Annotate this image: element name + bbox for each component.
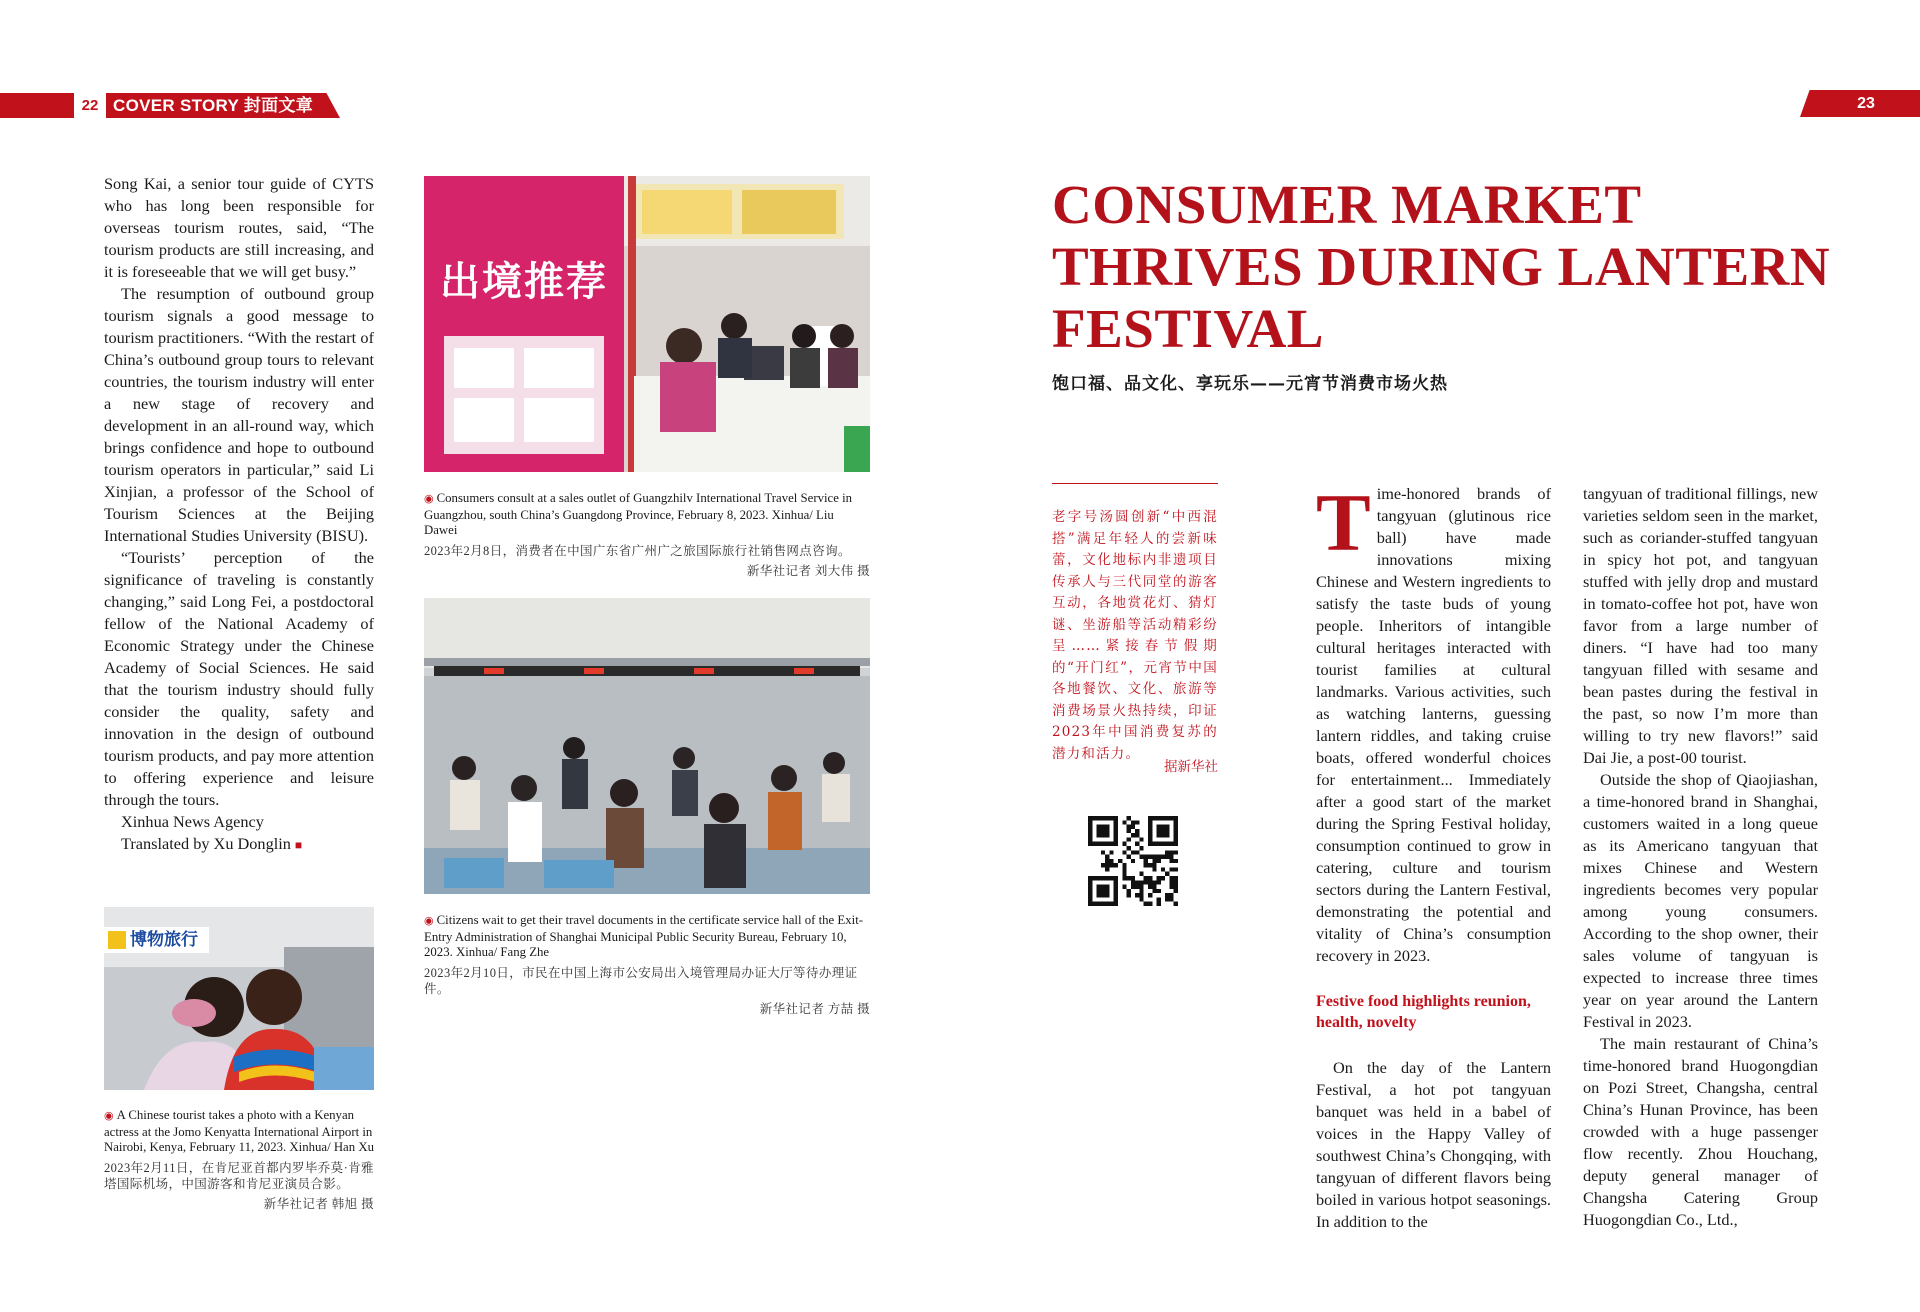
qr-module [1144,880,1148,884]
qr-module [1135,893,1139,897]
qr-module [1127,816,1131,820]
qr-module [1157,897,1161,901]
qr-module [1174,889,1178,893]
photo-nairobi-airport [104,907,374,1090]
poster-text: 出境推荐 [440,259,608,305]
qr-module [1139,846,1143,850]
translator-credit: Translated by Xu Donglin ■ [121,834,303,853]
qr-module [1148,820,1152,824]
qr-module [1139,855,1143,859]
photo-shanghai-service-hall [424,598,870,894]
qr-module [1097,893,1101,897]
qr-module [1122,850,1126,854]
qr-module [1161,867,1165,871]
article-column-1 [1316,477,1551,1233]
qr-module [1165,893,1169,897]
qr-module [1169,885,1173,889]
qr-module [1135,820,1139,824]
qr-module [1097,902,1101,906]
caption-zh: 2023年2月10日，市民在中国上海市公安局出入境管理局办证大厅等待办理证件。 [424,965,858,996]
qr-module [1092,816,1096,820]
qr-module [1101,850,1105,854]
qr-module [1144,876,1148,880]
body-paragraph: “Tourists’ perception of the significance of traveling is constantly changing,” said Long Fei, a postdoctoral fellow of the National Academy of Economic Strategy under the Chinese Academy of Social Sciences. He said that the tourism industry should fully consider the quality, safety and innovation in the design of outbound tourism products, and pay more attention to offering experience and leisure through the tours. [104,548,374,809]
body-paragraph: The main restaurant of China’s time-honored brand Huogongdian on Pozi Street, Changsha, central China’s Hunan Province, has been crowded with a huge passenger flow recently. Zhou Houchang, deputy general manager of Changsha Catering Group Huogongdian Co., Ltd., [1583,1034,1818,1229]
qr-module [1088,885,1092,889]
qr-module [1088,897,1092,901]
qr-module [1135,833,1139,837]
qr-module [1148,829,1152,833]
qr-module [1122,885,1126,889]
article-title: CONSUMER MARKET THRIVES DURING LANTERN FESTIVAL [1052,174,1831,359]
left-text-column [104,173,374,856]
qr-module [1101,863,1105,867]
qr-module [1157,880,1161,884]
qr-module [1127,846,1131,850]
qr-module [1174,837,1178,841]
intro-paragraph: Time-honored brands of tangyuan (glutinous rice ball) have made innovations mixing Chinese and Western ingredients to satisfy the taste buds of young people. Inheritors of intangible cultural heritages interacted with tourist families at cultural landmarks. Various activities, such as watching lanterns, guessing lantern riddles, and taking cruise boats, offered wonderful choices for entertainment... Immediately after a good start of the market during the Spring Festival holiday, consumption continued to grow in catering, culture and tourism sectors during the Lantern Festival, demonstrating the potential and vitality of China’s consumption recovery in 2023. [1316,477,1551,965]
body-paragraph: tangyuan of traditional fillings, new varieties seldom seen in the market, such as coriander-stuffed tangyuan in spicy hot pot, and tangyuan stuffed with jelly drop and mustard in tomato-coffee hot pot, have won favor from a large number of diners. “I have had too many tangyuan filled with sesame and bean pastes during the festival in the past, so now I’m more than willing to try new flavors!” said Dai Jie, a post-00 tourist. [1583,484,1818,767]
qr-module [1148,863,1152,867]
qr-module [1152,842,1156,846]
qr-module [1152,855,1156,859]
qr-module [1105,885,1109,889]
qr-module [1105,855,1109,859]
camera-bullet-icon: ◉ [424,493,434,505]
qr-module [1169,880,1173,884]
qr-module [1157,859,1161,863]
qr-code[interactable] [1088,816,1178,906]
article-summary: 老字号汤圆创新“中西混搭”满足年轻人的尝新味蕾，文化地标内非遗项目传承人与三代同堂的游客互动，各地赏花灯、猜灯谜、坐游船等活动精彩纷呈……紧接春节假期的“开门红”，元宵节中国各地餐饮、文化、旅游等消费场景火热持续，印证2023年中国消费复苏的潜力和活力。 [1052,509,1218,762]
qr-module [1148,842,1152,846]
qr-module [1122,872,1126,876]
qr-module [1148,837,1152,841]
qr-module [1131,885,1135,889]
qr-module [1152,859,1156,863]
qr-module [1122,876,1126,880]
qr-module [1169,859,1173,863]
caption-en: Citizens wait to get their travel documents in the certificate service hall of the Exit-Entry Administration of Shanghai Municipal Public Security Bureau, February 10, 2023. Xinhua/ Fang Zhe [424,913,864,959]
qr-module [1101,902,1105,906]
qr-module [1144,902,1148,906]
qr-module [1152,867,1156,871]
qr-module [1169,850,1173,854]
qr-module [1157,825,1161,829]
qr-module [1157,842,1161,846]
qr-module [1105,876,1109,880]
qr-module [1131,825,1135,829]
caption-zh: 2023年2月11日，在肯尼亚首都内罗毕乔莫·肯雅塔国际机场，中国游客和肯尼亚演员合影。 [104,1160,374,1191]
qr-module [1174,850,1178,854]
qr-module [1161,842,1165,846]
qr-module [1161,833,1165,837]
qr-module [1152,880,1156,884]
qr-module [1088,833,1092,837]
qr-module [1139,880,1143,884]
qr-module [1127,837,1131,841]
qr-module [1114,897,1118,901]
end-mark-icon: ■ [294,838,303,852]
article-header [1052,174,1852,360]
qr-module [1174,859,1178,863]
qr-module [1174,842,1178,846]
qr-module [1114,816,1118,820]
qr-module [1101,893,1105,897]
article-column-2 [1583,483,1818,1231]
qr-module [1105,867,1109,871]
qr-module [1088,842,1092,846]
qr-module [1169,876,1173,880]
qr-module [1105,816,1109,820]
qr-module [1114,829,1118,833]
qr-module [1139,872,1143,876]
qr-module [1157,829,1161,833]
qr-module [1144,859,1148,863]
qr-module [1165,855,1169,859]
qr-module [1101,825,1105,829]
qr-module [1139,889,1143,893]
qr-module [1109,859,1113,863]
qr-module [1097,889,1101,893]
qr-module [1109,902,1113,906]
qr-module [1165,872,1169,876]
qr-module [1148,885,1152,889]
qr-module [1088,816,1092,820]
qr-module [1144,855,1148,859]
qr-module [1165,833,1169,837]
qr-module [1122,820,1126,824]
qr-module [1127,825,1131,829]
qr-module [1152,816,1156,820]
qr-module [1139,837,1143,841]
caption-en: A Chinese tourist takes a photo with a Kenyan actress at the Jomo Kenyatta International Airport in Nairobi, Kenya, February 11, 2023. Xinhua/ Han Xu [104,1108,374,1154]
qr-module [1114,842,1118,846]
qr-module [1169,867,1173,871]
qr-module [1165,897,1169,901]
qr-module [1127,829,1131,833]
qr-module [1092,876,1096,880]
qr-module [1109,850,1113,854]
qr-module [1135,885,1139,889]
qr-module [1097,876,1101,880]
qr-module [1174,833,1178,837]
qr-module [1101,885,1105,889]
qr-module [1101,889,1105,893]
body-paragraph: The resumption of outbound group tourism signals a good message to tourism practitioners. “With the restart of China’s outbound group tours to relevant countries, the tourism industry will enter a new stage of recovery and development in an all-round way, which brings confidence and hope to outbound tourism operators in particular,” said Li Xinjian, a professor of the School of Tourism Sciences at the Beijing International Studies University (BISU). [104,284,374,545]
qr-module [1169,893,1173,897]
sign-text: 博物旅行 [130,930,198,950]
qr-module [1105,889,1109,893]
section-kicker: COVER STORY 封面文章 [113,96,314,115]
qr-module [1174,876,1178,880]
qr-module [1114,885,1118,889]
qr-module [1169,842,1173,846]
qr-module [1174,880,1178,884]
qr-module [1097,885,1101,889]
qr-module [1152,863,1156,867]
right-page-number: 23 [1857,95,1875,112]
qr-module [1114,837,1118,841]
qr-module [1114,863,1118,867]
qr-module [1169,855,1173,859]
qr-module [1101,842,1105,846]
qr-module [1097,829,1101,833]
qr-module [1165,816,1169,820]
summary-divider [1052,483,1218,484]
drop-cap: T [1316,477,1371,568]
qr-module [1144,863,1148,867]
qr-module [1092,842,1096,846]
qr-module [1131,833,1135,837]
qr-module [1105,842,1109,846]
qr-module [1092,902,1096,906]
qr-module [1114,876,1118,880]
camera-bullet-icon: ◉ [104,1110,114,1122]
qr-module [1165,829,1169,833]
qr-module [1127,855,1131,859]
qr-module [1135,880,1139,884]
qr-module [1174,820,1178,824]
qr-module [1148,902,1152,906]
qr-module [1169,897,1173,901]
qr-module [1131,850,1135,854]
qr-module [1139,893,1143,897]
caption-credit: 新华社记者 方喆 摄 [759,1001,870,1016]
qr-module [1088,889,1092,893]
qr-module [1122,867,1126,871]
qr-module [1131,880,1135,884]
left-page-number: 22 [74,93,106,118]
qr-module [1127,876,1131,880]
qr-module [1127,893,1131,897]
qr-module [1139,897,1143,901]
qr-module [1161,855,1165,859]
agency-credit: Xinhua News Agency [121,812,264,831]
qr-module [1088,820,1092,824]
caption-en: Consumers consult at a sales outlet of Guangzhilv International Travel Service in Guangzhou, south China’s Guangdong Province, February 8, 2023. Xinhua/ Liu Dawei [424,491,853,537]
qr-module [1135,842,1139,846]
qr-module [1152,889,1156,893]
photo-guangzhou-travel-outlet [424,176,870,472]
caption-nairobi [104,1108,374,1212]
qr-module [1165,850,1169,854]
qr-module [1122,842,1126,846]
qr-module [1161,876,1165,880]
qr-module [1157,855,1161,859]
qr-module [1101,829,1105,833]
article-subtitle: 饱口福、品文化、享玩乐——元宵节消费市场火热 [1052,374,1448,394]
qr-module [1131,876,1135,880]
caption-credit: 新华社记者 韩旭 摄 [263,1196,374,1211]
qr-module [1131,820,1135,824]
body-paragraph: On the day of the Lantern Festival, a hot pot tangyuan banquet was held in a babel of voices in the Happy Valley of southwest China’s Chongqing, with tangyuan of different flavors being boiled in various hotpot seasonings. In addition to the [1316,1058,1551,1231]
body-paragraph: Outside the shop of Qiaojiashan, a time-honored brand in Shanghai, customers waited in a long queue as its Americano tangyuan that mixes Chinese and Western ingredients becomes very popular among young consumers. According to the shop owner, their sales volume of tangyuan is expected to increase three times year on year around the Lantern Festival in 2023. [1583,770,1818,1031]
qr-module [1161,825,1165,829]
camera-bullet-icon: ◉ [424,915,434,927]
qr-module [1161,829,1165,833]
qr-module [1135,829,1139,833]
qr-module [1135,850,1139,854]
qr-module [1088,837,1092,841]
qr-module [1114,889,1118,893]
qr-module [1174,829,1178,833]
qr-module [1088,902,1092,906]
qr-module [1097,816,1101,820]
qr-module [1105,859,1109,863]
qr-module [1114,820,1118,824]
caption-shanghai [424,913,870,1017]
qr-module [1148,880,1152,884]
qr-module [1174,816,1178,820]
qr-module [1114,880,1118,884]
qr-module [1105,825,1109,829]
qr-module [1148,876,1152,880]
qr-module [1101,876,1105,880]
qr-module [1105,902,1109,906]
qr-module [1109,816,1113,820]
qr-module [1165,842,1169,846]
qr-module [1105,863,1109,867]
qr-module [1157,833,1161,837]
qr-module [1131,859,1135,863]
qr-module [1088,825,1092,829]
qr-module [1157,902,1161,906]
qr-module [1148,825,1152,829]
qr-module [1097,825,1101,829]
section-heading: Festive food highlights reunion, health, novelty [1316,993,1531,1031]
summary-source: 据新华社 [1164,759,1218,775]
qr-module [1174,867,1178,871]
qr-module [1109,842,1113,846]
qr-module [1105,833,1109,837]
qr-module [1161,816,1165,820]
qr-module [1105,893,1109,897]
qr-module [1114,902,1118,906]
qr-module [1148,855,1152,859]
qr-module [1101,833,1105,837]
qr-module [1157,816,1161,820]
qr-module [1114,893,1118,897]
qr-module [1118,859,1122,863]
qr-module [1148,893,1152,897]
qr-module [1157,889,1161,893]
qr-module [1088,893,1092,897]
qr-module [1127,889,1131,893]
qr-module [1097,833,1101,837]
qr-module [1165,825,1169,829]
qr-module [1174,902,1178,906]
qr-module [1105,829,1109,833]
qr-module [1114,825,1118,829]
qr-module [1088,829,1092,833]
qr-module [1174,825,1178,829]
qr-module [1088,876,1092,880]
caption-credit: 新华社记者 刘大伟 摄 [746,563,870,578]
qr-module [1152,885,1156,889]
qr-module [1109,876,1113,880]
qr-module [1097,842,1101,846]
qr-module [1122,863,1126,867]
qr-module [1148,833,1152,837]
qr-module [1157,876,1161,880]
body-paragraph: Song Kai, a senior tour guide of CYTS who has long been responsible for overseas tourism routes, said, “The tourism products are still increasing, and it is foreseeable that we will get busy.” [104,174,374,281]
qr-module [1114,833,1118,837]
qr-module [1088,880,1092,884]
qr-module [1139,885,1143,889]
qr-code-icon [1088,816,1178,906]
qr-module [1148,816,1152,820]
qr-module [1101,816,1105,820]
caption-zh: 2023年2月8日，消费者在中国广东省广州广之旅国际旅行社销售网点咨询。 [424,543,851,558]
qr-module [1169,816,1173,820]
caption-guangzhou [424,491,870,579]
qr-module [1174,885,1178,889]
qr-module [1109,863,1113,867]
